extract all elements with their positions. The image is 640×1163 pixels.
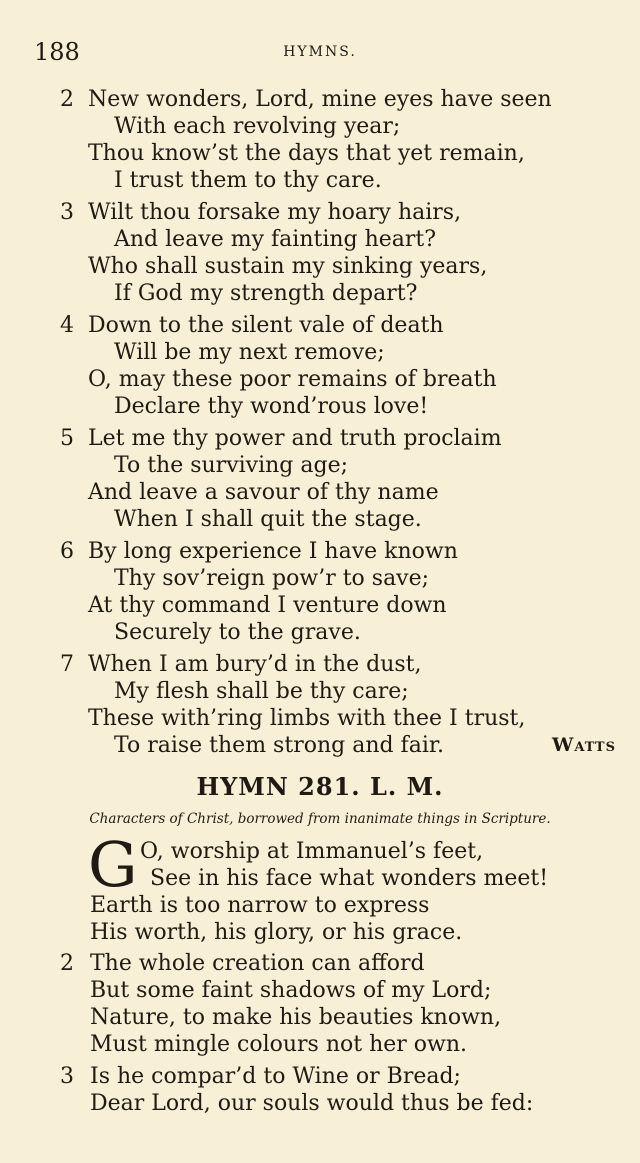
hymn281-verse-1 (60, 838, 620, 946)
page-number: 188 (34, 38, 80, 66)
page-header (34, 40, 606, 74)
verse-line: At thy command I venture down (88, 593, 447, 618)
verse-line: I trust them to thy care. (114, 168, 382, 193)
verse-line: And leave a savour of thy name (88, 480, 439, 505)
hymn281-verse-3 (60, 1063, 620, 1117)
verse-line: Must mingle colours not her own. (90, 1032, 468, 1057)
verse-number: 2 (60, 87, 74, 112)
verse-line: New wonders, Lord, mine eyes have seen (88, 87, 552, 112)
verse-line: To the surviving age; (114, 453, 349, 478)
verse-number: 6 (60, 539, 74, 564)
verse-number: 3 (60, 200, 74, 225)
verse-line: His worth, his glory, or his grace. (90, 920, 463, 945)
drop-cap: G (88, 828, 138, 901)
verse-line: Declare thy wond’rous love! (114, 394, 429, 419)
verse-line: But some faint shadows of my Lord; (90, 978, 492, 1003)
verse-line: Thy sov’reign pow’r to save; (114, 566, 430, 591)
author-attribution: Watts (552, 734, 616, 756)
verse-line: Dear Lord, our souls would thus be fed: (90, 1091, 534, 1116)
verse-number: 3 (60, 1064, 74, 1089)
verse-line: O, may these poor remains of breath (88, 367, 497, 392)
verse-line: With each revolving year; (114, 114, 401, 139)
verse-number: 2 (60, 951, 74, 976)
verse-line: Nature, to make his beauties known, (90, 1005, 502, 1030)
verse-2 (60, 86, 620, 194)
verse-line: Thou know’st the days that yet remain, (88, 141, 525, 166)
verse-line: Let me thy power and truth proclaim (88, 426, 502, 451)
verse-line: The whole creation can afford (90, 951, 425, 976)
verse-line: These with’ring limbs with thee I trust, (88, 706, 526, 731)
hymn-title: HYMN 281. L. M. (196, 772, 444, 801)
running-head: HYMNS. (283, 44, 357, 60)
verse-5 (60, 425, 620, 533)
verse-line: My flesh shall be thy care; (114, 679, 409, 704)
verse-line: Is he compar’d to Wine or Bread; (90, 1064, 461, 1089)
verse-3 (60, 199, 620, 307)
verse-line: Securely to the grave. (114, 620, 361, 645)
hymn-subtitle: Characters of Christ, borrowed from inanimate things in Scripture. (89, 811, 551, 827)
verse-number: 4 (60, 313, 74, 338)
verse-line: Earth is too narrow to express (90, 893, 430, 918)
verse-number: 5 (60, 426, 74, 451)
verse-line: By long experience I have known (88, 539, 458, 564)
verse-line: When I am bury’d in the dust, (88, 652, 422, 677)
verse-7 (60, 651, 620, 759)
verse-line: Down to the silent vale of death (88, 313, 444, 338)
verse-line: If God my strength depart? (114, 281, 418, 306)
verse-line: To raise them strong and fair. (114, 733, 444, 758)
verse-line: When I shall quit the stage. (114, 507, 422, 532)
verse-line: O, worship at Immanuel’s feet, (140, 839, 484, 864)
verse-number: 7 (60, 652, 74, 677)
verse-line: Who shall sustain my sinking years, (88, 254, 488, 279)
verse-line: Wilt thou forsake my hoary hairs, (88, 200, 462, 225)
hymn281-verse-2 (60, 950, 620, 1058)
verse-line: And leave my fainting heart? (114, 227, 437, 252)
verse-line: Will be my next remove; (114, 340, 385, 365)
verse-6 (60, 538, 620, 646)
verse-line: See in his face what wonders meet! (150, 866, 549, 891)
verse-4 (60, 312, 620, 420)
